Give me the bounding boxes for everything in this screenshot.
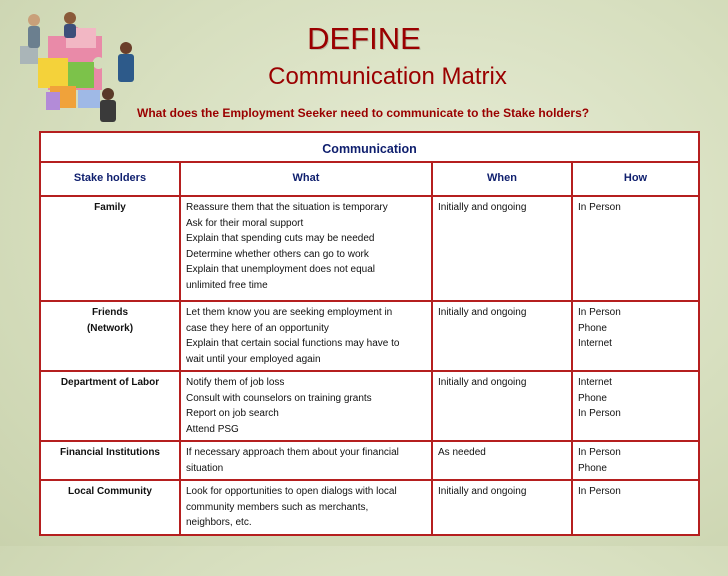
cell-how [572,441,699,480]
cell-line: Report on job search [186,408,279,419]
cell-line: Notify them of job loss [186,377,285,388]
cell-how [572,196,699,301]
column-header-what: What [180,162,432,196]
cell-stake [40,196,180,301]
cell-how [572,480,699,535]
table-row [40,441,699,480]
cell-when [432,301,572,371]
cell-line: Ask for their moral support [186,217,304,229]
cell-line: Initially and ongoing [438,486,527,497]
cell-stake [40,371,180,441]
cell-how [572,301,699,371]
cell-line: In Person [578,202,621,213]
cell-line: Look for opportunities to open dialogs with local [186,486,397,497]
cell-what [180,301,432,371]
cell-line: Reassure them that the situation is temporary [186,202,388,213]
cell-line: Determine whether others can go to work [186,248,369,260]
cell-line: Phone [578,392,607,404]
cell-line: In Person [578,486,621,497]
cell-line: As needed [438,447,486,458]
cell-line: Initially and ongoing [438,202,527,213]
cell-stake [40,441,180,480]
cell-what [180,196,432,301]
cell-line: community members such as merchants, [186,501,369,513]
cell-line: Phone [578,462,607,474]
cell-when [432,441,572,480]
cell-line: Internet [578,338,612,349]
cell-line: Explain that unemployment does not equal [186,264,376,275]
cell-line: wait until your employed again [186,353,321,365]
cell-line: Initially and ongoing [438,377,527,388]
table-row [40,301,699,371]
matrix-body [40,196,699,535]
table-row [40,196,699,301]
cell-line: neighbors, etc. [186,517,252,528]
cell-line: In Person [578,408,621,419]
cell-line: Initially and ongoing [438,307,527,318]
cell-line: Financial Institutions [59,447,160,458]
cell-line: Consult with counselors on training grants [186,392,372,404]
matrix-question: What does the Employment Seeker need to communicate to the Stake holders? [137,106,590,120]
cell-line: situation [186,462,224,474]
cell-what [180,441,432,480]
group-header-communication: Communication [40,132,699,162]
cell-stake [40,301,180,371]
cell-line: In Person [578,447,621,458]
cell-how [572,371,699,441]
table-row [40,371,699,441]
cell-line: Friends [91,307,129,318]
cell-when [432,480,572,535]
page-title: DEFINE [307,21,421,56]
cell-line: Department of Labor [60,377,160,388]
page-subtitle: Communication Matrix [268,63,507,90]
table-row [40,480,699,535]
cell-line: In Person [578,307,621,318]
cell-when [432,196,572,301]
cell-line: Phone [578,322,607,334]
cell-when [432,371,572,441]
cell-line: Attend PSG [186,423,239,435]
communication-matrix-table [39,131,700,536]
cell-line: Let them know you are seeking employment in [186,307,393,318]
cell-line: Family [94,202,126,213]
cell-line: If necessary approach them about your financial [186,447,399,458]
cell-line: Local Community [68,486,152,497]
cell-what [180,371,432,441]
cell-line: Explain that certain social functions may have to [186,338,400,349]
cell-what [180,480,432,535]
cell-line: (Network) [86,322,134,334]
cell-line: unlimited free time [186,279,268,291]
column-header-how: How [572,162,699,196]
column-header-stake-holders: Stake holders [40,162,180,196]
cell-line: case they here of an opportunity [186,322,329,334]
column-header-when: When [432,162,572,196]
cell-line: Internet [578,377,612,388]
cell-line: Explain that spending cuts may be needed [186,233,375,244]
cell-stake [40,480,180,535]
